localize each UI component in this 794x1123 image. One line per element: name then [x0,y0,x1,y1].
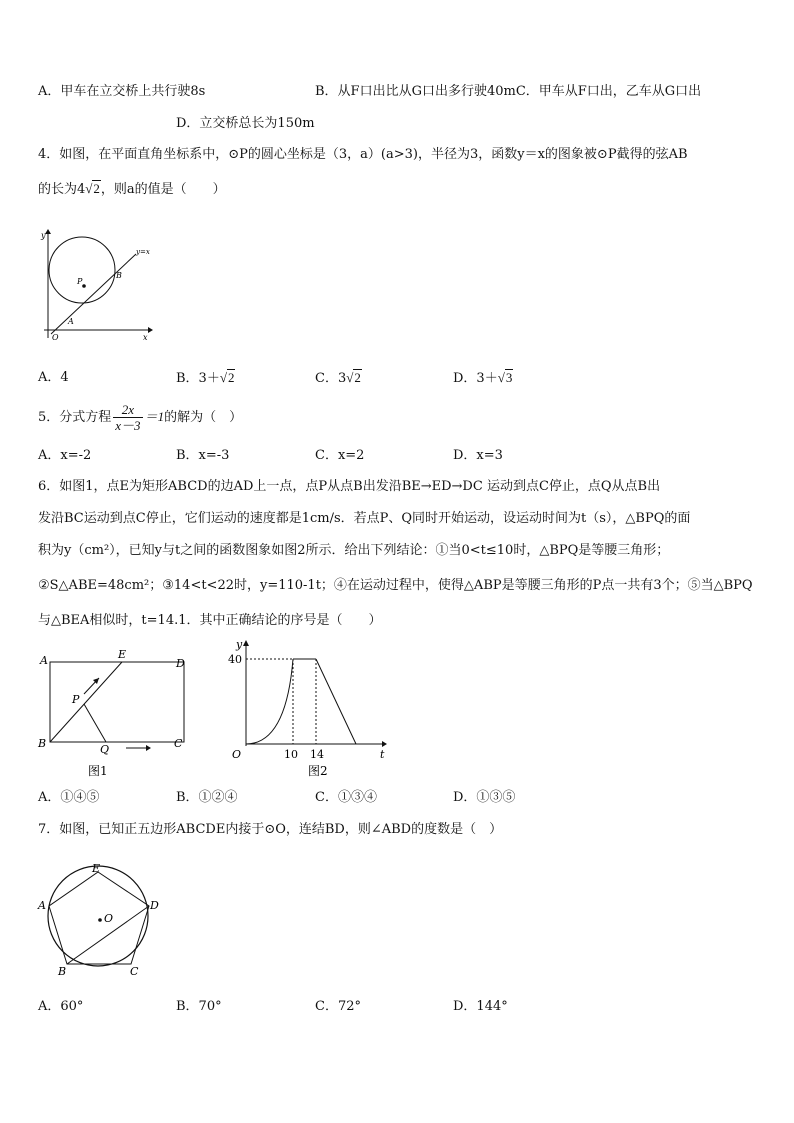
q7-fig-label-d: D [150,899,159,912]
q6-option-d: D．①③⑤ [453,790,516,805]
q3-option-a: A．甲车在立交桥上共行驶8s [38,84,206,99]
q6-option-b: B．①②④ [176,790,238,805]
q4-option-d: D．3＋√3 [453,370,513,386]
q7-fig-label-b: B [58,965,67,978]
q3-option-b-c: B．从F口出比从G口出多行驶40mC．甲车从F口出，乙车从G口出 [315,84,702,99]
q6-fig1-caption: 图1 [88,764,108,778]
q7-option-c: C．72° [315,999,361,1014]
q6-figure-2 [222,634,392,780]
q6-fig1-label-a: A [40,654,48,667]
q5-stem: 5．分式方程 $\frac{2x}{x-3}$ ＝1的解为（ ） [38,402,243,433]
q6-fig2-label-t: t [380,748,385,761]
q4-option-b: B．3＋√2 [176,370,235,386]
q5-fraction: $\frac{2x}{x-3}$ [115,402,141,433]
q6-fig2-label-y: y [236,638,243,651]
q6-fig1-label-c: C [174,737,183,750]
q4-fig-label-b: B [116,271,122,280]
q6-fig1-label-q: Q [100,743,110,756]
q7-fig-label-c: C [130,965,139,978]
q7-fig-label-o: O [104,912,114,925]
q6-option-c: C．①③④ [315,790,377,805]
q4-option-c: C．3√2 [315,370,361,386]
q4-fig-line-label: y=x [136,248,150,256]
q7-option-b: B．70° [176,999,222,1014]
q4-fig-label-p: P [77,277,83,286]
q6-stem-line2: 发沿BC运动到点C停止，它们运动的速度都是1cm/s．若点P、Q同时开始运动，设运动时间为t（s），△BPQ的面 [38,511,691,526]
q6-fig2-label-10: 10 [284,748,298,761]
q4-stem-line2: 的长为4√2，则a的值是（ ） [38,181,226,197]
q4-fig-label-x: x [143,333,148,342]
q4-figure [36,226,156,346]
q4-fig-label-o: O [52,333,59,342]
q5-option-c: C．x=2 [315,448,365,463]
q6-fig2-label-o: O [232,748,242,761]
q3-option-d: D．立交桥总长为150m [176,116,315,131]
q5-option-b: B．x=-3 [176,448,230,463]
q6-figure-1 [36,648,196,780]
q7-figure [36,858,166,978]
q6-fig1-label-e: E [118,648,127,661]
q7-stem: 7．如图，已知正五边形ABCDE内接于⊙O，连结BD，则∠ABD的度数是（ ） [38,822,503,837]
q6-stem-line4: ②S△ABE=48cm²；③14<t<22时，y=110-1t；④在运动过程中，使得△ABP是等腰三角形的P点一共有3个；⑤当△BPQ [38,578,753,593]
q6-stem-line5: 与△BEA相似时，t=14.1．其中正确结论的序号是（ ） [38,613,382,628]
q6-fig1-label-b: B [38,737,47,750]
q7-option-d: D．144° [453,999,508,1014]
q6-fig2-label-40: 40 [228,653,242,666]
q4-option-a: A．4 [38,370,69,385]
q4-stem-line1: 4．如图，在平面直角坐标系中，⊙P的圆心坐标是（3，a）(a>3)，半径为3，函数y＝x的图象被⊙P截得的弦AB [38,147,688,162]
q6-stem-line3: 积为y（cm²），已知y与t之间的函数图象如图2所示．给出下列结论：①当0<t≤10时，△BPQ是等腰三角形； [38,543,670,558]
q6-stem-line1: 6．如图1，点E为矩形ABCD的边AD上一点，点P从点B出发沿BE→ED→DC 运动到点C停止，点Q从点B出 [38,479,661,494]
q4-fig-label-y: y [41,231,46,240]
q4-fig-label-a: A [68,317,74,326]
q5-option-a: A．x=-2 [38,448,92,463]
q6-fig2-caption: 图2 [308,764,328,778]
q6-fig1-label-p: P [72,693,80,706]
q6-fig2-label-14: 14 [310,748,324,761]
q5-option-d: D．x=3 [453,448,503,463]
q6-option-a: A．①④⑤ [38,790,100,805]
q6-fig1-label-d: D [176,657,185,670]
q7-fig-label-e: E [92,862,101,875]
q7-option-a: A．60° [38,999,84,1014]
q7-fig-label-a: A [38,899,46,912]
